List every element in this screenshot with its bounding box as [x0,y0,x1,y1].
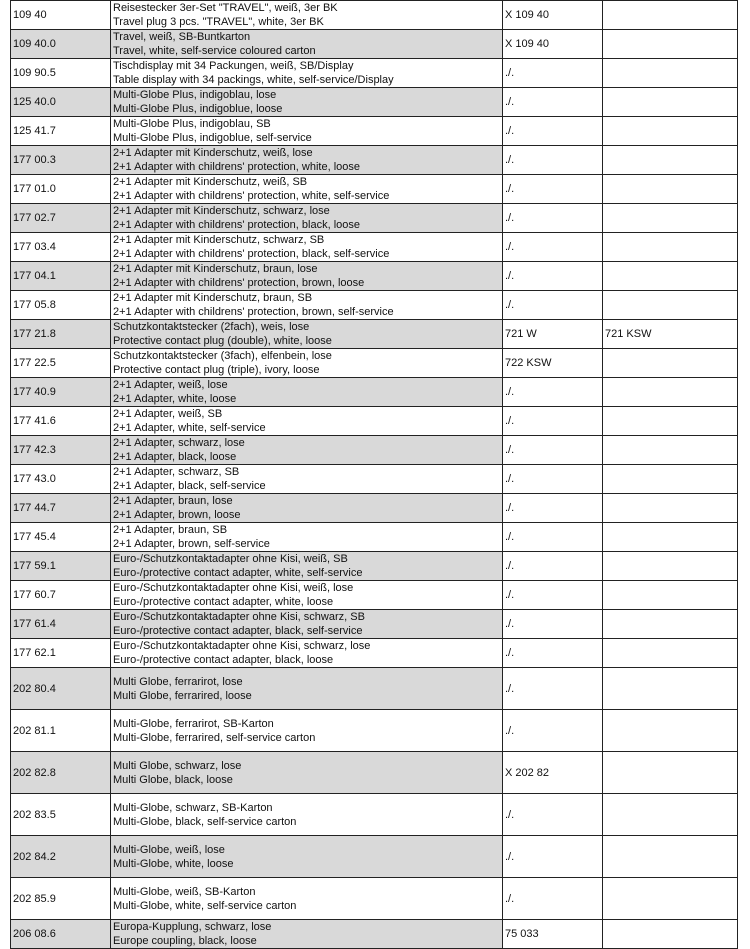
article-number: 202 83.5 [11,794,111,836]
alternative-number [603,146,738,175]
replacement-number: ./. [503,378,603,407]
table-row [11,710,738,752]
description [111,710,503,752]
product-table [10,0,738,949]
description-german: 2+1 Adapter, schwarz, SB [113,466,240,478]
description-german: 2+1 Adapter, weiß, SB [113,408,223,420]
replacement-number: ./. [503,262,603,291]
article-number: 125 40.0 [11,88,111,117]
article-number: 177 00.3 [11,146,111,175]
table-row [11,30,738,59]
description [111,175,503,204]
description-german: 2+1 Adapter mit Kinderschutz, weiß, SB [113,176,308,188]
alternative-number [603,233,738,262]
description-german: 2+1 Adapter, schwarz, lose [113,437,245,449]
alternative-number [603,291,738,320]
description-german: 2+1 Adapter mit Kinderschutz, braun, lose [113,263,318,275]
description [111,204,503,233]
description-german: Euro-/Schutzkontaktadapter ohne Kisi, weiß, SB [113,553,348,565]
description [111,794,503,836]
article-number: 177 61.4 [11,610,111,639]
article-number: 202 85.9 [11,878,111,920]
alternative-number [603,30,738,59]
description-english: Multi-Globe, black, self-service carton [113,815,297,828]
replacement-number: ./. [503,233,603,262]
replacement-number: ./. [503,710,603,752]
article-number: 177 59.1 [11,552,111,581]
description [111,349,503,378]
replacement-number: ./. [503,436,603,465]
table-row [11,436,738,465]
replacement-number: ./. [503,794,603,836]
description-english: 2+1 Adapter with childrens' protection, brown, self-service [113,306,394,318]
description-english: 2+1 Adapter, brown, loose [113,509,241,521]
description [111,878,503,920]
table-row [11,175,738,204]
description-german: Tischdisplay mit 34 Packungen, weiß, SB/Display [113,60,354,72]
description-german: Multi-Globe, weiß, lose [113,843,225,856]
description [111,59,503,88]
alternative-number [603,878,738,920]
replacement-number: ./. [503,552,603,581]
description-german: Multi Globe, ferrarirot, lose [113,675,243,688]
table-row [11,204,738,233]
description-english: Multi Globe, ferrarired, loose [113,689,252,702]
alternative-number [603,639,738,668]
table-row [11,494,738,523]
description-english: Multi-Globe Plus, indigoblue, self-service [113,132,312,144]
article-number: 177 41.6 [11,407,111,436]
description-german: 2+1 Adapter, braun, SB [113,524,228,536]
description-german: Euro-/Schutzkontaktadapter ohne Kisi, weiß, lose [113,582,354,594]
description-german: 2+1 Adapter mit Kinderschutz, schwarz, SB [113,234,325,246]
description [111,30,503,59]
alternative-number [603,710,738,752]
alternative-number [603,668,738,710]
description-english: 2+1 Adapter, white, self-service [113,422,266,434]
description-english: Table display with 34 packings, white, self-service/Display [113,74,394,86]
table-row [11,465,738,494]
description-english: Multi-Globe, white, loose [113,857,234,870]
replacement-number: X 202 82 [503,752,603,794]
table-row [11,752,738,794]
article-number: 109 40 [11,1,111,30]
description [111,291,503,320]
replacement-number: X 109 40 [503,30,603,59]
article-number: 177 45.4 [11,523,111,552]
description-english: Protective contact plug (double), white, loose [113,335,332,347]
description [111,465,503,494]
table-row [11,233,738,262]
replacement-number: ./. [503,523,603,552]
description-english: Europe coupling, black, loose [113,935,257,947]
replacement-number: ./. [503,668,603,710]
article-number: 177 44.7 [11,494,111,523]
alternative-number [603,552,738,581]
table-row [11,552,738,581]
alternative-number [603,836,738,878]
description-german: Euro-/Schutzkontaktadapter ohne Kisi, schwarz, lose [113,640,371,652]
table-row [11,262,738,291]
description-english: Protective contact plug (triple), ivory, loose [113,364,320,376]
table-row [11,88,738,117]
alternative-number [603,494,738,523]
alternative-number [603,523,738,552]
description-english: Multi Globe, black, loose [113,773,233,786]
description-english: 2+1 Adapter, brown, self-service [113,538,270,550]
alternative-number [603,378,738,407]
alternative-number [603,117,738,146]
article-number: 177 04.1 [11,262,111,291]
description-english: Multi-Globe, ferrarired, self-service carton [113,731,316,744]
description [111,117,503,146]
description [111,581,503,610]
alternative-number [603,465,738,494]
article-number: 177 03.4 [11,233,111,262]
article-number: 202 81.1 [11,710,111,752]
description [111,262,503,291]
alternative-number: 721 KSW [603,320,738,349]
replacement-number: 722 KSW [503,349,603,378]
alternative-number [603,436,738,465]
description-german: Schutzkontaktstecker (3fach), elfenbein, lose [113,350,332,362]
description [111,436,503,465]
table-row [11,59,738,88]
replacement-number: 75 033 [503,920,603,949]
alternative-number [603,204,738,233]
article-number: 177 62.1 [11,639,111,668]
description-german: 2+1 Adapter, weiß, lose [113,379,228,391]
description-english: Euro-/protective contact adapter, white, loose [113,596,334,608]
replacement-number: ./. [503,581,603,610]
description [111,146,503,175]
description [111,88,503,117]
description-english: Euro-/protective contact adapter, white, self-service [113,567,363,579]
alternative-number [603,407,738,436]
table-row [11,117,738,146]
alternative-number [603,1,738,30]
article-number: 177 05.8 [11,291,111,320]
description-english: Euro-/protective contact adapter, black, self-service [113,625,363,637]
description-german: Europa-Kupplung, schwarz, lose [113,921,272,933]
alternative-number [603,610,738,639]
table-row [11,610,738,639]
article-number: 177 21.8 [11,320,111,349]
replacement-number: ./. [503,407,603,436]
alternative-number [603,752,738,794]
article-number: 177 43.0 [11,465,111,494]
description [111,752,503,794]
replacement-number: ./. [503,291,603,320]
description-english: 2+1 Adapter with childrens' protection, white, self-service [113,190,390,202]
article-number: 109 40.0 [11,30,111,59]
replacement-number: ./. [503,175,603,204]
replacement-number: ./. [503,610,603,639]
description-german: Multi-Globe Plus, indigoblau, lose [113,89,277,101]
description-english: 2+1 Adapter with childrens' protection, brown, loose [113,277,365,289]
table-row [11,794,738,836]
table-row [11,378,738,407]
replacement-number: ./. [503,639,603,668]
article-number: 177 42.3 [11,436,111,465]
description [111,320,503,349]
replacement-number: ./. [503,836,603,878]
replacement-number: ./. [503,88,603,117]
article-number: 206 08.6 [11,920,111,949]
replacement-number: ./. [503,878,603,920]
description-english: 2+1 Adapter with childrens' protection, black, loose [113,219,360,231]
table-row [11,836,738,878]
description-english: 2+1 Adapter, black, self-service [113,480,266,492]
article-number: 202 82.8 [11,752,111,794]
description [111,836,503,878]
replacement-number: ./. [503,59,603,88]
description [111,1,503,30]
table-row [11,668,738,710]
table-row [11,523,738,552]
description-german: Travel, weiß, SB-Buntkarton [113,31,251,43]
description-german: Euro-/Schutzkontaktadapter ohne Kisi, schwarz, SB [113,611,365,623]
replacement-number: ./. [503,146,603,175]
description [111,639,503,668]
description-german: 2+1 Adapter mit Kinderschutz, weiß, lose [113,147,313,159]
description-english: Travel, white, self-service coloured carton [113,45,316,57]
description-english: 2+1 Adapter with childrens' protection, white, loose [113,161,360,173]
alternative-number [603,262,738,291]
description-german: Schutzkontaktstecker (2fach), weis, lose [113,321,310,333]
description [111,407,503,436]
description-german: 2+1 Adapter mit Kinderschutz, braun, SB [113,292,313,304]
table-row [11,1,738,30]
article-number: 177 40.9 [11,378,111,407]
description [111,610,503,639]
article-number: 177 02.7 [11,204,111,233]
description-english: Euro-/protective contact adapter, black, loose [113,654,334,666]
table-row [11,320,738,349]
table-row [11,639,738,668]
description-german: 2+1 Adapter mit Kinderschutz, schwarz, lose [113,205,330,217]
article-number: 202 80.4 [11,668,111,710]
table-row [11,878,738,920]
article-number: 202 84.2 [11,836,111,878]
description-english: 2+1 Adapter, white, loose [113,393,237,405]
article-number: 177 01.0 [11,175,111,204]
description [111,494,503,523]
replacement-number: 721 W [503,320,603,349]
description-german: Multi-Globe, weiß, SB-Karton [113,885,256,898]
alternative-number [603,175,738,204]
table-row [11,291,738,320]
table-row [11,407,738,436]
description-german: Multi Globe, schwarz, lose [113,759,242,772]
description-english: 2+1 Adapter with childrens' protection, black, self-service [113,248,390,260]
alternative-number [603,794,738,836]
description-german: Multi-Globe Plus, indigoblau, SB [113,118,271,130]
article-number: 177 22.5 [11,349,111,378]
product-table-body [11,1,738,949]
table-row [11,146,738,175]
alternative-number [603,88,738,117]
alternative-number [603,59,738,88]
table-row [11,349,738,378]
replacement-number: ./. [503,465,603,494]
description-english: 2+1 Adapter, black, loose [113,451,237,463]
replacement-number: ./. [503,117,603,146]
description-german: Reisestecker 3er-Set "TRAVEL", weiß, 3er BK [113,2,338,14]
description [111,233,503,262]
description-german: Multi-Globe, ferrarirot, SB-Karton [113,717,274,730]
alternative-number [603,349,738,378]
table-row [11,581,738,610]
article-number: 177 60.7 [11,581,111,610]
replacement-number: X 109 40 [503,1,603,30]
description [111,523,503,552]
description [111,668,503,710]
description [111,552,503,581]
description-german: 2+1 Adapter, braun, lose [113,495,233,507]
alternative-number [603,581,738,610]
article-number: 125 41.7 [11,117,111,146]
description-german: Multi-Globe, schwarz, SB-Karton [113,801,273,814]
replacement-number: ./. [503,204,603,233]
description-english: Multi-Globe, white, self-service carton [113,899,297,912]
article-number: 109 90.5 [11,59,111,88]
replacement-number: ./. [503,494,603,523]
description [111,378,503,407]
description-english: Multi-Globe Plus, indigoblue, loose [113,103,283,115]
description-english: Travel plug 3 pcs. "TRAVEL", white, 3er BK [113,16,324,28]
